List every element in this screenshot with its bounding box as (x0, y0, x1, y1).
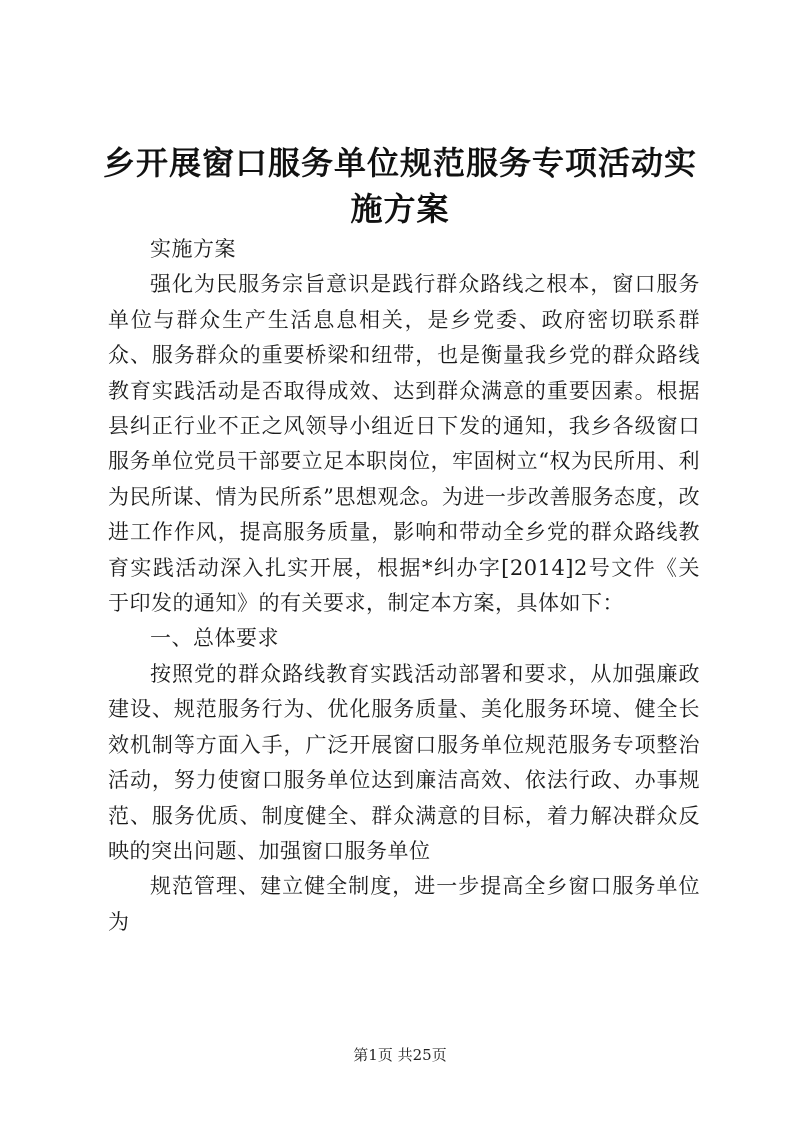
paragraph-requirements: 按照党的群众路线教育实践活动部署和要求，从加强廉政建设、规范服务行为、优化服务质量、美化服务环境、健全长效机制等方面入手，广泛开展窗口服务单位规范服务专项整治活动，努力使窗口服务单位达到廉洁高效、依法行政、办事规范、服务优质、制度健全、群众满意的目标，着力解决群众反映的突出问题、加强窗口服务单位 (108, 661, 700, 863)
paragraph-continuation: 规范管理、建立健全制度，进一步提高全乡窗口服务单位为 (108, 874, 700, 934)
document-title: 乡开展窗口服务单位规范服务专项活动实施方案 (102, 144, 697, 228)
page-footer (0, 1044, 800, 1065)
paragraph-section-heading: 一、总体要求 (150, 626, 279, 651)
paragraph-intro: 强化为民服务宗旨意识是践行群众路线之根本，窗口服务单位与群众生产生活息息相关，是乡党委、政府密切联系群众、服务群众的重要桥梁和纽带，也是衡量我乡党的群众路线教育实践活动是否取得成效、达到群众满意的重要因素。根据县纠正行业不正之风领导小组近日下发的通知，我乡各级窗口服务单位党员干部要立足本职岗位，牢固树立“权为民所用、利为民所谋、情为民所系”思想观念。为进一步改善服务态度，改进工作作风，提高服务质量，影响和带动全乡党的群众路线教育实践活动深入扎实开展，根据*纠办字[2014]2号文件《关于印发的通知》的有关要求，制定本方案，具体如下： (108, 272, 700, 616)
paragraph-heading-plan: 实施方案 (150, 237, 236, 261)
page-number-label: 第1页 共25页 (353, 1046, 447, 1064)
document-body (108, 232, 700, 940)
